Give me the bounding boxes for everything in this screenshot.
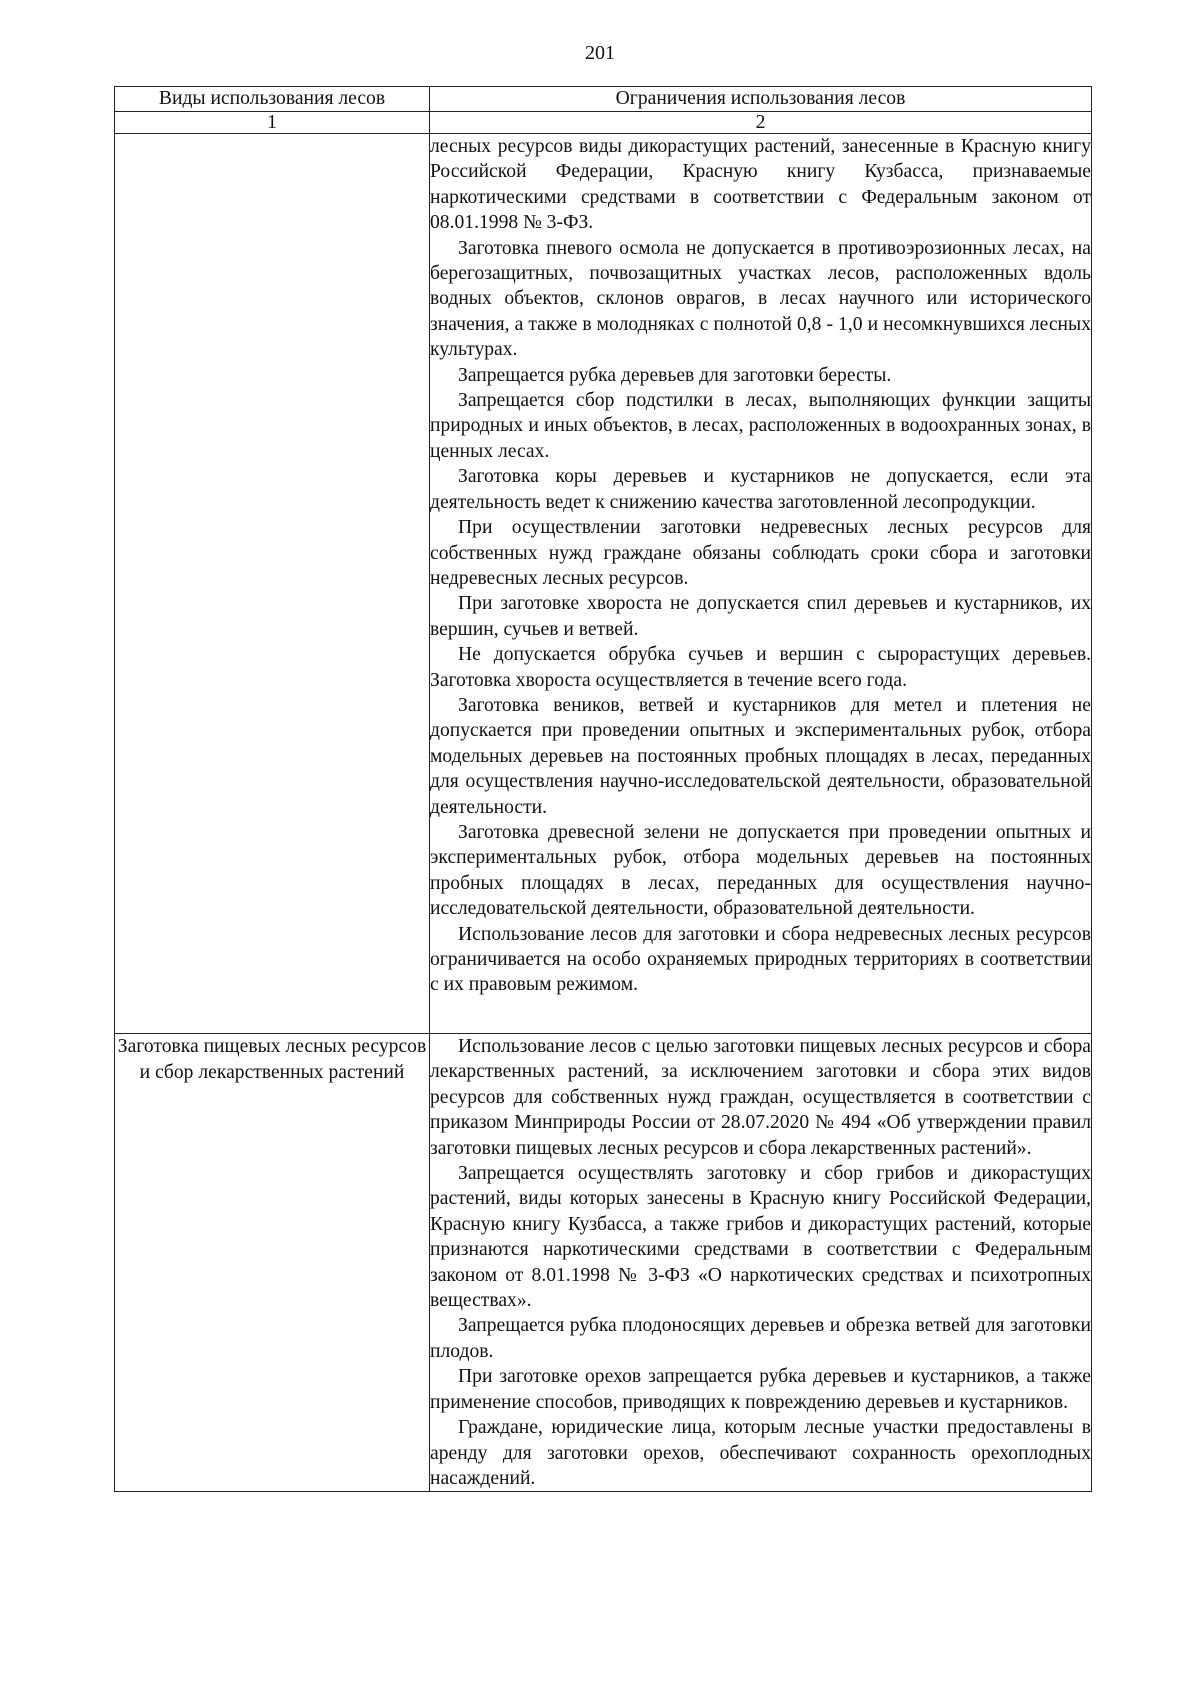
- restriction-paragraph: лесных ресурсов виды дикорастущих растений, занесенные в Красную книгу Российской Федерации, Красную книгу Кузбасса, признаваемые наркотическими средствами в соответствии с Федеральным законом от 08.01.1998 № 3-ФЗ.: [430, 136, 1091, 234]
- header-types-of-use: Виды использования лесов: [115, 87, 430, 112]
- restriction-paragraph: При осуществлении заготовки недревесных лесных ресурсов для собственных нужд граждане обязаны соблюдать сроки сбора и заготовки недревесных лесных ресурсов.: [430, 517, 1091, 589]
- header-restrictions: Ограничения использования лесов: [430, 87, 1092, 112]
- header-row: [115, 87, 1092, 112]
- restriction-paragraph: Заготовка древесной зелени не допускается при проведении опытных и экспериментальных рубок, отбора модельных деревьев на постоянных пробных площадях в лесах, переданных для осуществления научно-исследовательской деятельности, образовательной деятельности.: [430, 821, 1091, 920]
- column-number-2: 2: [430, 112, 1092, 134]
- restriction-paragraph: При заготовке орехов запрещается рубка деревьев и кустарников, а также применение способов, приводящих к повреждению деревьев и кустарников.: [430, 1366, 1091, 1413]
- restriction-paragraph: Использование лесов для заготовки и сбора недревесных лесных ресурсов ограничивается на особо охраняемых природных территориях в соответствии с их правовым режимом.: [430, 923, 1091, 996]
- restriction-paragraph: Запрещается сбор подстилки в лесах, выполняющих функции защиты природных и иных объектов, в лесах, расположенных в водоохранных зонах, в ценных лесах.: [430, 390, 1091, 462]
- forest-use-table: [114, 86, 1092, 1492]
- restriction-paragraph: Использование лесов с целью заготовки пищевых лесных ресурсов и сбора лекарственных растений, за исключением заготовки и сбора этих видов ресурсов для собственных нужд граждан, осуществляется в соответствии с приказом Минприроды России от 28.07.2020 № 494 «Об утверждении правил заготовки пищевых лесных ресурсов и сбора лекарственных растений».: [430, 1036, 1091, 1159]
- restriction-paragraph: Запрещается осуществлять заготовку и сбор грибов и дикорастущих растений, виды которых занесены в Красную книгу Российской Федерации, Красную книгу Кузбасса, а также грибов и дикорастущих растений, которые признаются наркотическими средствами в соответствии с Федеральным законом от 8.01.1998 № 3-ФЗ «О наркотических средствах и психотропных веществах».: [430, 1163, 1091, 1312]
- restriction-paragraph: Заготовка пневого осмола не допускается в противоэрозионных лесах, на берегозащитных, почвозащитных участках лесов, расположенных вдоль водных объектов, склонов оврагов, в лесах научного или исторического значения, а также в молодняках с полнотой 0,8 - 1,0 и несомкнувшихся лесных культурах.: [430, 237, 1091, 361]
- restriction-paragraph: Не допускается обрубка сучьев и вершин с сырорастущих деревьев. Заготовка хвороста осуществляется в течение всего года.: [430, 644, 1091, 691]
- restriction-paragraph: Граждане, юридические лица, которым лесные участки предоставлены в аренду для заготовки орехов, обеспечивают сохранность орехоплодных насаждений.: [430, 1417, 1091, 1489]
- table-row: [115, 134, 1092, 1034]
- page-number: 201: [585, 42, 615, 64]
- restriction-paragraph: При заготовке хвороста не допускается спил деревьев и кустарников, их вершин, сучьев и ветвей.: [430, 593, 1091, 640]
- table-row: [115, 1034, 1092, 1492]
- restrictions-cell: [430, 134, 1092, 1034]
- use-type-cell: Заготовка пищевых лесных ресурсов и сбор лекарственных растений: [115, 1034, 430, 1492]
- restriction-paragraph: Заготовка веников, ветвей и кустарников для метел и плетения не допускается при проведении опытных и экспериментальных рубок, отбора модельных деревьев на постоянных пробных площадях в лесах, переданных для осуществления научно-исследовательской деятельности, образовательной деятельности.: [430, 694, 1091, 818]
- restriction-paragraph: Заготовка коры деревьев и кустарников не допускается, если эта деятельность ведет к снижению качества заготовленной лесопродукции.: [430, 466, 1091, 513]
- restriction-paragraph: Запрещается рубка плодоносящих деревьев и обрезка ветвей для заготовки плодов.: [430, 1315, 1091, 1362]
- restrictions-cell: [430, 1034, 1092, 1492]
- use-type-cell: [115, 134, 430, 1034]
- column-number-1: 1: [115, 112, 430, 134]
- column-number-row: [115, 112, 1092, 134]
- restriction-paragraph: Запрещается рубка деревьев для заготовки бересты.: [458, 364, 892, 386]
